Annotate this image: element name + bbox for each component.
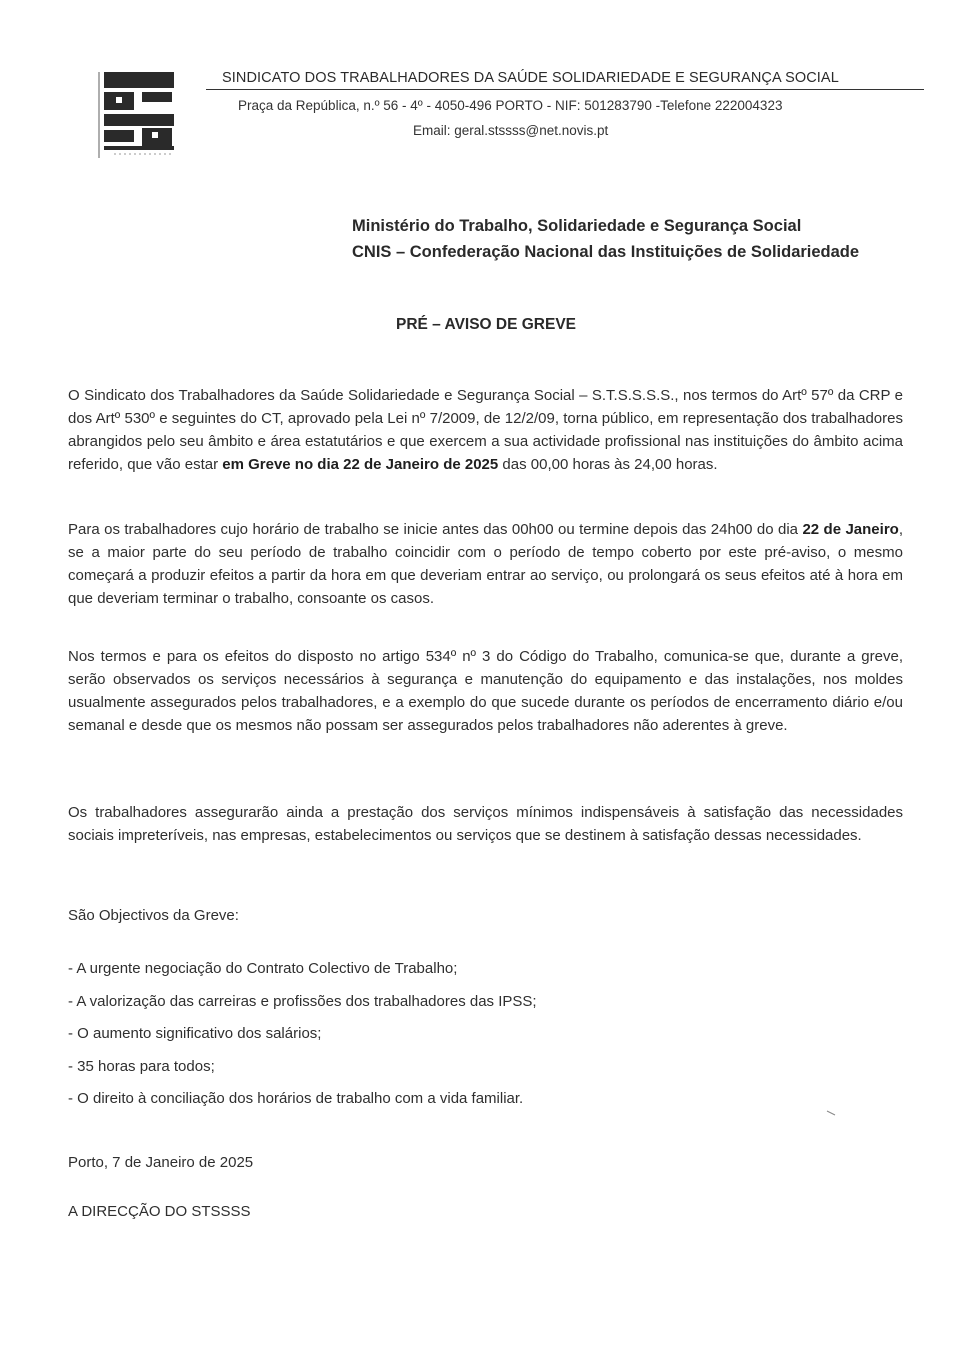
- strike-day-bold: 22 de Janeiro: [802, 521, 899, 538]
- paragraph-3: Nos termos e para os efeitos do disposto no artigo 534º nº 3 do Código do Trabalho, comunica-se que, durante a greve, serão observados os serviços necessários à segurança e manutenção do equipamento e das instalações, nos moldes usualmente assegurados pelos trabalhadores, e a exemplo do que sucede durante os períodos de encerramento diário e/ou semanal e desde que os mesmos não possam ser assegurados pelos trabalhadores não aderentes à greve.: [68, 648, 903, 734]
- paragraph-1: [68, 384, 903, 476]
- recipients-block: [352, 213, 859, 265]
- paragraph-2: [68, 518, 903, 610]
- paragraph-1-text-a: O Sindicato dos Trabalhadores da Saúde Solidariedade e Segurança Social – S.T.S.S.S.S., nos termos do Artº 57º da CRP e dos Artº 530º e seguintes do CT, aprovado pela Lei nº 7/2009, de 12/2/09, torna público, em representação dos trabalhadores abrangidos pelo seu âmbito e área estatutários e que exercem a sua actividade profissional nas instituições do âmbito acima referido, que vão estar: [68, 387, 903, 473]
- list-item: - A urgente negociação do Contrato Colectivo de Trabalho;: [68, 960, 458, 977]
- recipient-ministry: Ministério do Trabalho, Solidariedade e Segurança Social: [352, 217, 802, 235]
- list-item: - 35 horas para todos;: [68, 1057, 215, 1075]
- list-item: - O direito à conciliação dos horários de trabalho com a vida familiar.: [68, 1090, 524, 1107]
- paragraph-2-text-b: , se a maior parte do seu período de trabalho coincidir com o período de tempo coberto por este pré-aviso, o mesmo começará a produzir efeitos a partir da hora em que deveriam entrar ao serviço, ou prolongará os seus efeitos até à hora em que deveriam terminar o trabalho, consoante os casos.: [68, 521, 903, 607]
- objectives-list: [68, 957, 537, 1120]
- org-email: Email: geral.stssss@net.novis.pt: [413, 123, 609, 138]
- scan-speck-icon: [826, 1110, 836, 1116]
- paragraph-2-text-a: Para os trabalhadores cujo horário de trabalho se inicie antes das 00h00 ou termine depois das 24h00 do dia: [68, 521, 803, 538]
- strike-date-bold: em Greve no dia 22 de Janeiro de 2025: [222, 456, 499, 473]
- org-address: Praça da República, n.º 56 - 4º - 4050-496 PORTO - NIF: 501283790 -Telefone 222004323: [238, 98, 783, 113]
- org-name: SINDICATO DOS TRABALHADORES DA SAÚDE SOLIDARIEDADE E SEGURANÇA SOCIAL: [222, 70, 839, 86]
- recipient-cnis: CNIS – Confederação Nacional das Instituições de Solidariedade: [352, 243, 860, 261]
- signature: A DIRECÇÃO DO STSSSS: [68, 1203, 251, 1220]
- paragraph-4: Os trabalhadores assegurarão ainda a prestação dos serviços mínimos indispensáveis à satisfação das necessidades sociais impreteríveis, nas empresas, estabelecimentos ou serviços que se destinem à satisfação dessas necessidades.: [68, 804, 903, 844]
- document-title: PRÉ – AVISO DE GREVE: [396, 316, 577, 333]
- list-item: - A valorização das carreiras e profissões dos trabalhadores das IPSS;: [68, 992, 537, 1010]
- header-rule: [206, 89, 924, 90]
- stssss-logo-icon: [96, 70, 176, 160]
- objectives-heading: São Objectivos da Greve:: [68, 907, 239, 924]
- paragraph-1-text-b: das 00,00 horas às 24,00 horas.: [498, 456, 718, 473]
- list-item: - O aumento significativo dos salários;: [68, 1025, 322, 1042]
- place-date: Porto, 7 de Janeiro de 2025: [68, 1154, 254, 1171]
